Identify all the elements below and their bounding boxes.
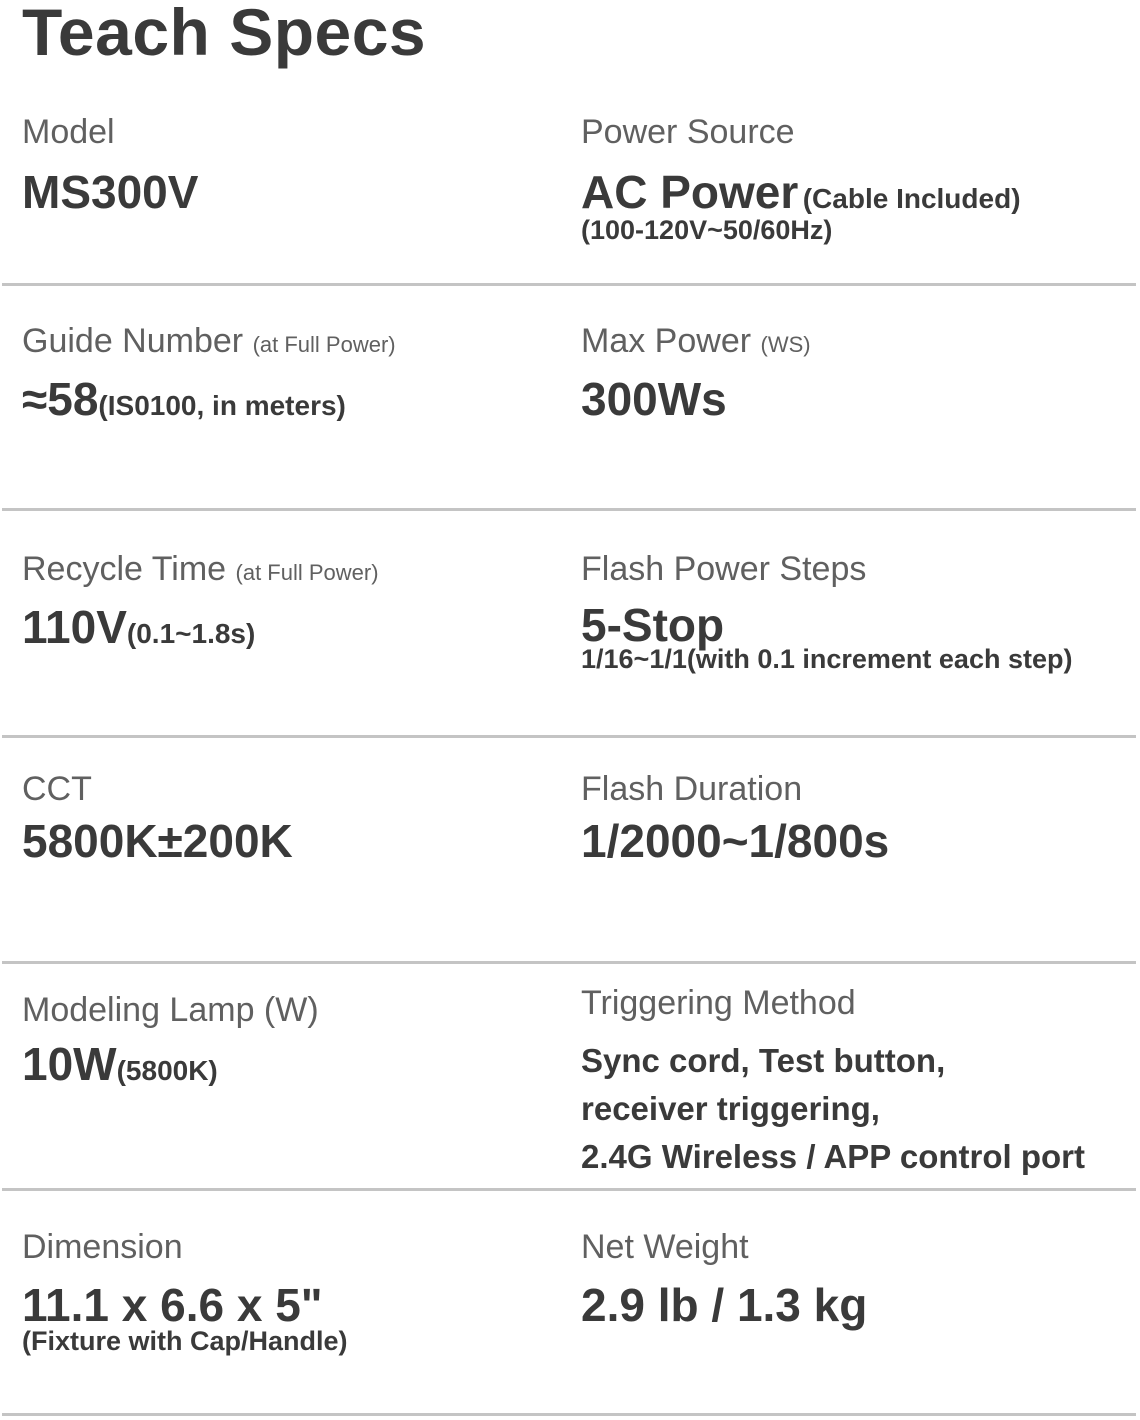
spec-flash-power-steps bbox=[581, 550, 1072, 675]
spec-value: AC Power bbox=[581, 166, 799, 219]
spec-recycle-time bbox=[22, 550, 379, 654]
spec-value-suffix: (IS0100, in meters) bbox=[98, 390, 346, 422]
spec-label-suffix: (at Full Power) bbox=[235, 560, 379, 585]
spec-flash-duration bbox=[581, 770, 889, 868]
spec-value-suffix: (Cable Included) bbox=[802, 183, 1021, 215]
row-divider bbox=[2, 508, 1136, 511]
spec-value: 110V bbox=[22, 601, 127, 654]
row-divider bbox=[2, 1413, 1136, 1416]
spec-value-row bbox=[22, 373, 396, 426]
spec-modeling-lamp bbox=[22, 991, 319, 1091]
spec-triggering-method bbox=[581, 984, 1085, 1181]
spec-value-row bbox=[22, 601, 379, 654]
spec-label: Modeling Lamp (W) bbox=[22, 991, 319, 1029]
spec-label-suffix: (WS) bbox=[760, 332, 811, 357]
spec-label: Model bbox=[22, 113, 115, 151]
spec-value: 1/2000~1/800s bbox=[581, 815, 890, 868]
spec-note: (Fixture with Cap/Handle) bbox=[22, 1325, 348, 1356]
spec-label: Dimension bbox=[22, 1228, 183, 1266]
spec-value: MS300V bbox=[22, 166, 199, 219]
spec-guide-number bbox=[22, 322, 396, 426]
row-divider bbox=[2, 735, 1136, 738]
spec-value: 2.9 lb / 1.3 kg bbox=[581, 1279, 868, 1332]
spec-label: Max Power bbox=[581, 322, 752, 360]
spec-label-suffix: (at Full Power) bbox=[252, 332, 396, 357]
spec-value-line: receiver triggering, bbox=[581, 1090, 880, 1128]
spec-label-row bbox=[581, 322, 811, 361]
spec-value: 5-Stop bbox=[581, 599, 725, 652]
spec-value-suffix: (5800K) bbox=[116, 1055, 218, 1087]
page-title: Teach Specs bbox=[22, 0, 427, 69]
spec-dimension bbox=[22, 1228, 348, 1357]
spec-value: 10W bbox=[22, 1038, 117, 1091]
spec-value-row bbox=[581, 166, 1021, 219]
spec-label-row bbox=[22, 322, 396, 361]
spec-label-row bbox=[22, 550, 379, 589]
spec-label: Triggering Method bbox=[581, 984, 856, 1022]
spec-value: 11.1 x 6.6 x 5" bbox=[22, 1279, 323, 1332]
row-divider bbox=[2, 1188, 1136, 1191]
spec-note: (100-120V~50/60Hz) bbox=[581, 214, 833, 245]
spec-value-line: Sync cord, Test button, bbox=[581, 1042, 946, 1080]
spec-label: CCT bbox=[22, 770, 92, 808]
spec-label: Net Weight bbox=[581, 1228, 749, 1266]
spec-value-line: 2.4G Wireless / APP control port bbox=[581, 1138, 1086, 1176]
spec-note: 1/16~1/1(with 0.1 increment each step) bbox=[581, 643, 1073, 674]
spec-cct bbox=[22, 770, 293, 868]
spec-value-row bbox=[22, 1038, 319, 1091]
row-divider bbox=[2, 961, 1136, 964]
spec-power-source bbox=[581, 113, 1021, 246]
spec-value-suffix: (0.1~1.8s) bbox=[126, 618, 256, 650]
spec-label: Flash Duration bbox=[581, 770, 803, 808]
spec-net-weight bbox=[581, 1228, 867, 1332]
spec-label: Flash Power Steps bbox=[581, 550, 867, 588]
spec-label: Power Source bbox=[581, 113, 795, 151]
spec-value-lines bbox=[581, 1037, 1085, 1181]
spec-value: 5800K±200K bbox=[22, 815, 293, 868]
row-divider bbox=[2, 283, 1136, 286]
spec-max-power bbox=[581, 322, 811, 426]
spec-model bbox=[22, 113, 198, 219]
spec-label: Guide Number bbox=[22, 322, 244, 360]
spec-label: Recycle Time bbox=[22, 550, 227, 588]
spec-value: 300Ws bbox=[581, 373, 727, 426]
spec-value: ≈58 bbox=[22, 373, 99, 426]
